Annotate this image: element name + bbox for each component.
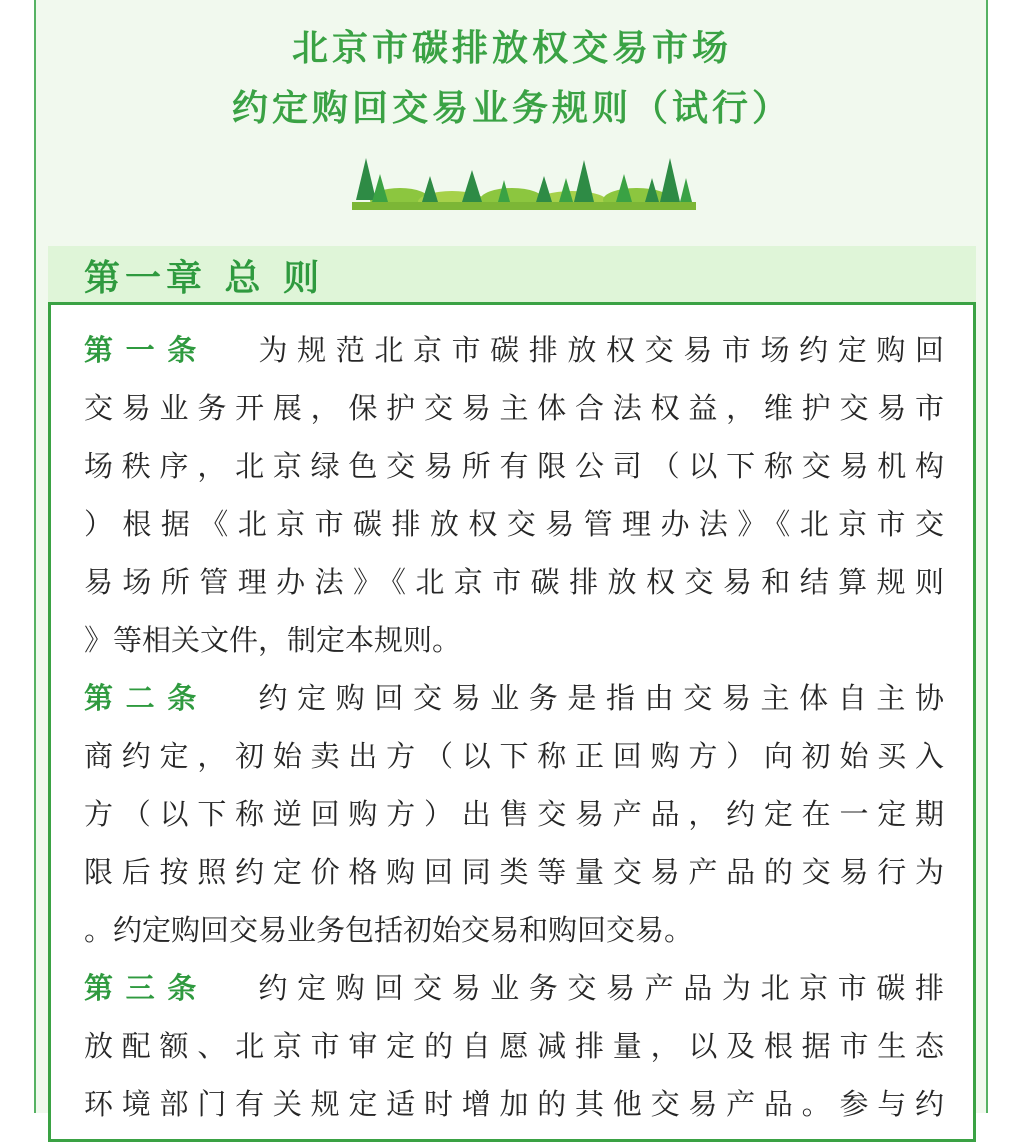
article-text: 为规范北京市碳排放权交易市场约定购回: [248, 333, 944, 367]
article-1-line-1: [84, 328, 944, 386]
article-text: 约定购回交易业务是指由交易主体自主协: [248, 681, 944, 715]
article-2-line-4: 限后按照约定价格购回同类等量交易产品的交易行为: [84, 855, 944, 889]
article-3-label: 第三条: [84, 971, 209, 1005]
article-1-line-2: 交易业务开展，保护交易主体合法权益，维护交易市: [84, 391, 944, 425]
article-1-line-5: 易场所管理办法》《北京市碳排放权交易和结算规则: [84, 565, 944, 599]
article-text: 约定购回交易业务交易产品为北京市碳排: [248, 971, 944, 1005]
article-1-line-6: 》等相关文件，制定本规则。: [84, 623, 462, 657]
document-title-line1: 北京市碳排放权交易市场: [291, 28, 732, 69]
article-2-label: 第二条: [84, 681, 209, 715]
article-2-line-1: [84, 676, 944, 734]
article-1-line-4: ）根据《北京市碳排放权交易管理办法》《北京市交: [84, 507, 944, 541]
document-title-line2: 约定购回交易业务规则（试行）: [231, 88, 792, 129]
article-1-label: 第一条: [84, 333, 209, 367]
article-2-line-3: 方（以下称逆回购方）出售交易产品，约定在一定期: [84, 797, 944, 831]
article-3-line-3: 环境部门有关规定适时增加的其他交易产品。参与约: [84, 1087, 944, 1121]
article-2-line-5: 。约定购回交易业务包括初始交易和购回交易。: [84, 913, 694, 947]
forest-decoration-icon: [352, 156, 696, 210]
article-3-line-2: 放配额、北京市审定的自愿减排量，以及根据市生态: [84, 1029, 944, 1063]
article-3-line-1: [84, 966, 944, 1024]
article-1-line-3: 场秩序，北京绿色交易所有限公司（以下称交易机构: [84, 449, 944, 483]
article-2-line-2: 商约定，初始卖出方（以下称正回购方）向初始买入: [84, 739, 944, 773]
chapter-title: 第一章 总 则: [84, 258, 325, 299]
